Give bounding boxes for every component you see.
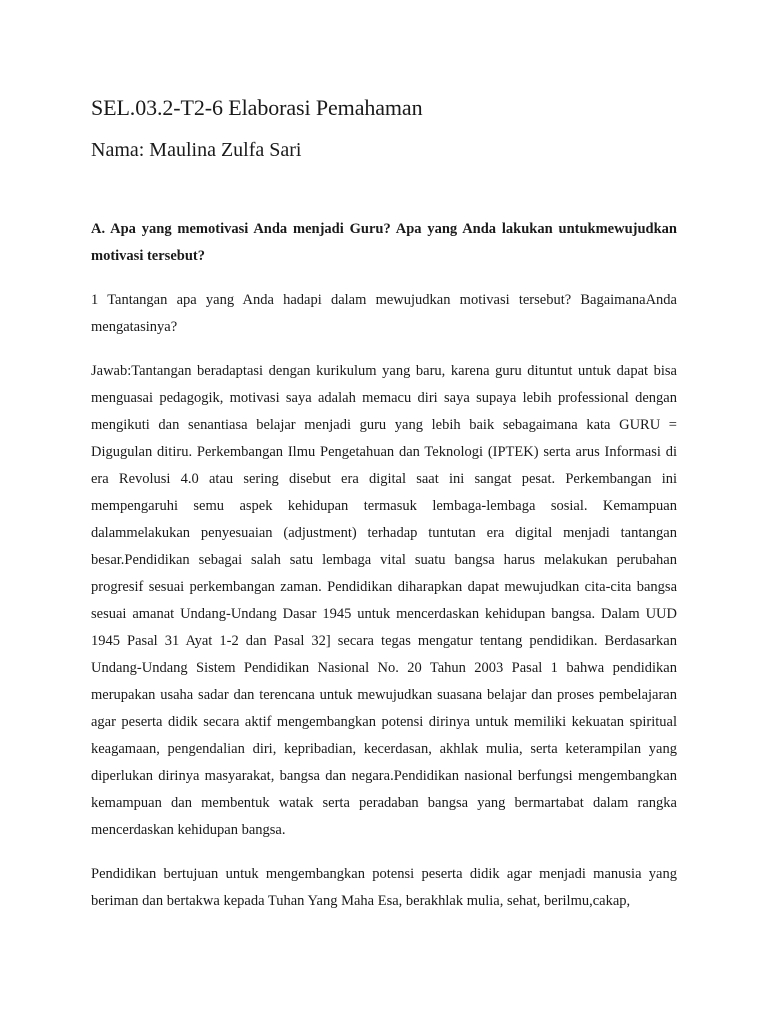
- author-name: Nama: Maulina Zulfa Sari: [91, 139, 302, 161]
- document-title: SEL.03.2-T2-6 Elaborasi Pemahaman: [91, 95, 423, 120]
- question-a: A. Apa yang memotivasi Anda menjadi Guru? Apa yang Anda lakukan untukmewujudkan motivasi tersebut?: [91, 221, 677, 264]
- answer-paragraph-1: Jawab:Tantangan beradaptasi dengan kurikulum yang baru, karena guru dituntut untuk dapat bisa menguasai pedagogik, motivasi saya adalah memacu diri saya supaya lebih professional dengan mengikuti dan senantiasa belajar menjadi guru yang lebih baik sebagaimana kata GURU = Digugulan ditiru. Perkembangan Ilmu Pengetahuan dan Teknologi (IPTEK) serta arus Informasi di era Revolusi 4.0 atau sering disebut era digital saat ini sangat pesat. Perkembangan ini mempengaruhi semu aspek kehidupan termasuk lembaga-lembaga sosial. Kemampuan dalammelakukan penyesuaian (adjustment) terhadap tuntutan era digital menjadi tantangan besar.Pendidikan sebagai salah satu lembaga vital suatu bangsa harus melakukan perubahan progresif sesuai perkembangan zaman. Pendidikan diharapkan dapat mewujudkan cita-cita bangsa sesuai amanat Undang-Undang Dasar 1945 untuk mencerdaskan kehidupan bangsa. Dalam UUD 1945 Pasal 31 Ayat 1-2 dan Pasal 32] secara tegas mengatur tentang pendidikan. Berdasarkan Undang-Undang Sistem Pendidikan Nasional No. 20 Tahun 2003 Pasal 1 bahwa pendidikan merupakan usaha sadar dan terencana untuk mewujudkan suasana belajar dan proses pembelajaran agar peserta didik secara aktif mengembangkan potensi dirinya untuk memiliki kekuatan spiritual keagamaan, pengendalian diri, kepribadian, kecerdasan, akhlak mulia, serta keterampilan yang diperlukan dirinya masyarakat, bangsa dan negara.Pendidikan nasional berfungsi mengembangkan kemampuan dan membentuk watak serta peradaban bangsa yang bermartabat dalam rangka mencerdaskan kehidupan bangsa.: [91, 363, 677, 838]
- answer-paragraph-2: Pendidikan bertujuan untuk mengembangkan potensi peserta didik agar menjadi manusia yang beriman dan bertakwa kepada Tuhan Yang Maha Esa, berakhlak mulia, sehat, berilmu,cakap,: [91, 866, 677, 909]
- document-page: [91, 92, 677, 915]
- question-1: 1 Tantangan apa yang Anda hadapi dalam mewujudkan motivasi tersebut? BagaimanaAnda mengatasinya?: [91, 292, 677, 335]
